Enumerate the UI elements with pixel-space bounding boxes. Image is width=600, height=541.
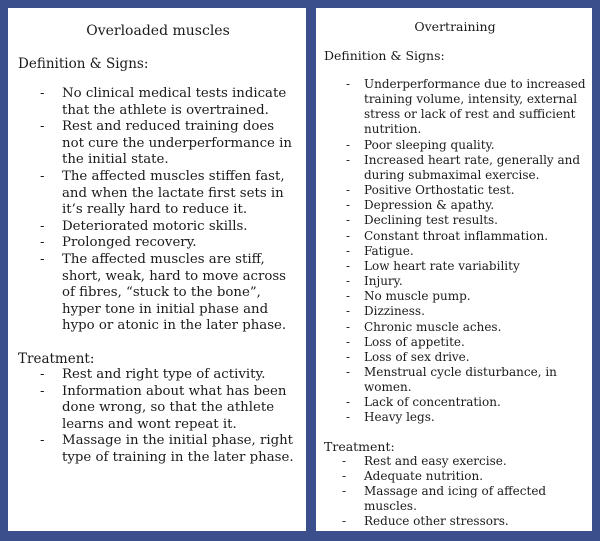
list-item xyxy=(324,289,586,304)
bullet-dash: - xyxy=(342,453,347,468)
bullet-dash: - xyxy=(346,183,351,198)
bullet-dash: - xyxy=(346,364,351,379)
list-item-text: Loss of appetite. xyxy=(364,334,465,349)
bullet-dash: - xyxy=(346,410,351,425)
bullet-dash: - xyxy=(342,483,347,498)
list-item-text: Lack of concentration. xyxy=(364,395,501,410)
list-item xyxy=(324,395,586,410)
list-item xyxy=(324,229,586,244)
list-item xyxy=(324,514,586,529)
list-item xyxy=(18,252,298,335)
list-item xyxy=(324,259,586,274)
list-item-text: Positive Orthostatic test. xyxy=(364,183,515,198)
list-item-text: Loss of sex drive. xyxy=(364,349,470,364)
list-item-text: Constant throat inflammation. xyxy=(364,228,549,243)
list-item-text: Depression & apathy. xyxy=(364,198,495,213)
list-item xyxy=(324,335,586,350)
list-item xyxy=(18,433,298,466)
bullet-dash: - xyxy=(346,304,351,319)
list-item xyxy=(324,198,586,213)
bullet-dash: - xyxy=(346,137,351,152)
list-item xyxy=(324,213,586,228)
bullet-dash: - xyxy=(40,235,45,251)
list-item-text: The affected muscles stiffen fast, and when the lactate first sets in it’s really hard to reduce it. xyxy=(62,168,285,218)
list-item-text: No clinical medical tests indicate that the athlete is overtrained. xyxy=(62,86,287,118)
list-item xyxy=(324,153,586,183)
list-item xyxy=(324,77,586,138)
list-item-text: Reduce other stressors. xyxy=(364,514,509,529)
bullet-dash: - xyxy=(346,319,351,334)
list-item-text: Heavy legs. xyxy=(364,410,435,425)
list-item xyxy=(324,365,586,395)
bullet-dash: - xyxy=(346,152,351,167)
list-item xyxy=(18,219,298,236)
list-item-text: Low heart rate variability xyxy=(364,258,520,273)
list-item xyxy=(324,454,586,469)
list-item xyxy=(18,384,298,434)
list-item xyxy=(324,484,586,514)
bullet-dash: - xyxy=(346,258,351,273)
overtraining-treatment-list xyxy=(324,454,586,530)
list-item-text: Massage and icing of affected muscles. xyxy=(364,483,547,514)
overloaded-muscles-panel xyxy=(8,8,306,531)
bullet-dash: - xyxy=(346,349,351,364)
overloaded-treatment-heading: Treatment: xyxy=(18,350,95,367)
list-item xyxy=(324,138,586,153)
list-item-text: Declining test results. xyxy=(364,213,498,228)
bullet-dash: - xyxy=(40,168,45,184)
list-item xyxy=(324,410,586,425)
overloaded-signs-list xyxy=(18,86,298,335)
overtraining-signs-list xyxy=(324,77,586,426)
bullet-dash: - xyxy=(346,274,351,289)
list-item-text: Information about what has been done wrong, so that the athlete learns and wont repeat it. xyxy=(62,383,287,432)
bullet-dash: - xyxy=(346,289,351,304)
list-item-text: Menstrual cycle disturbance, in women. xyxy=(364,364,557,395)
list-item-text: The affected muscles are stiff, short, weak, hard to move across of fibres, “stuck to the bone”, hyper tone in initial phase and hypo or atonic in the later phase. xyxy=(62,251,287,334)
bullet-dash: - xyxy=(346,334,351,349)
bullet-dash: - xyxy=(346,198,351,213)
list-item xyxy=(18,169,298,219)
list-item-text: Poor sleeping quality. xyxy=(364,137,495,152)
list-item xyxy=(18,86,298,119)
list-item-text: Increased heart rate, generally and during submaximal exercise. xyxy=(364,152,581,182)
list-item xyxy=(324,350,586,365)
list-item-text: Adequate nutrition. xyxy=(364,468,484,483)
list-item xyxy=(324,469,586,484)
list-item-text: Fatigue. xyxy=(364,243,414,258)
list-item-text: Rest and reduced training does not cure the underperformance in the initial state. xyxy=(62,119,292,168)
bullet-dash: - xyxy=(40,218,45,234)
list-item-text: Rest and right type of activity. xyxy=(62,366,266,382)
list-item-text: Deteriorated motoric skills. xyxy=(62,218,248,234)
overloaded-muscles-title: Overloaded muscles xyxy=(86,23,230,39)
bullet-dash: - xyxy=(346,228,351,243)
list-item xyxy=(18,119,298,169)
list-item-text: Dizziness. xyxy=(364,304,425,319)
overloaded-treatment-list xyxy=(18,367,298,467)
bullet-dash: - xyxy=(346,77,351,91)
bullet-dash: - xyxy=(40,86,45,101)
list-item xyxy=(18,367,298,384)
list-item xyxy=(324,244,586,259)
list-item xyxy=(18,235,298,252)
bullet-dash: - xyxy=(346,395,351,410)
overtraining-panel xyxy=(316,8,592,531)
list-item-text: Injury. xyxy=(364,274,403,289)
list-item-text: Rest and easy exercise. xyxy=(364,453,507,468)
list-item-text: No muscle pump. xyxy=(364,289,471,304)
bullet-dash: - xyxy=(40,251,45,267)
bullet-dash: - xyxy=(342,468,347,483)
bullet-dash: - xyxy=(40,433,45,449)
list-item-text: Massage in the initial phase, right type of training in the later phase. xyxy=(62,433,294,465)
overtraining-treatment-heading: Treatment: xyxy=(324,438,395,454)
bullet-dash: - xyxy=(342,514,347,529)
list-item-text: Prolonged recovery. xyxy=(62,235,197,251)
overtraining-definition-heading: Definition & Signs: xyxy=(324,48,445,63)
bullet-dash: - xyxy=(346,243,351,258)
list-item xyxy=(324,274,586,289)
list-item xyxy=(324,183,586,198)
overtraining-title: Overtraining xyxy=(414,19,496,34)
bullet-dash: - xyxy=(40,119,45,135)
bullet-dash: - xyxy=(346,213,351,228)
bullet-dash: - xyxy=(40,366,45,382)
overloaded-definition-heading: Definition & Signs: xyxy=(18,56,149,72)
bullet-dash: - xyxy=(40,383,45,399)
list-item-text: Underperformance due to increased training volume, intensity, external stress or lack of rest and sufficient nutrition. xyxy=(364,77,586,137)
list-item xyxy=(324,304,586,319)
list-item xyxy=(324,320,586,335)
list-item-text: Chronic muscle aches. xyxy=(364,319,502,334)
